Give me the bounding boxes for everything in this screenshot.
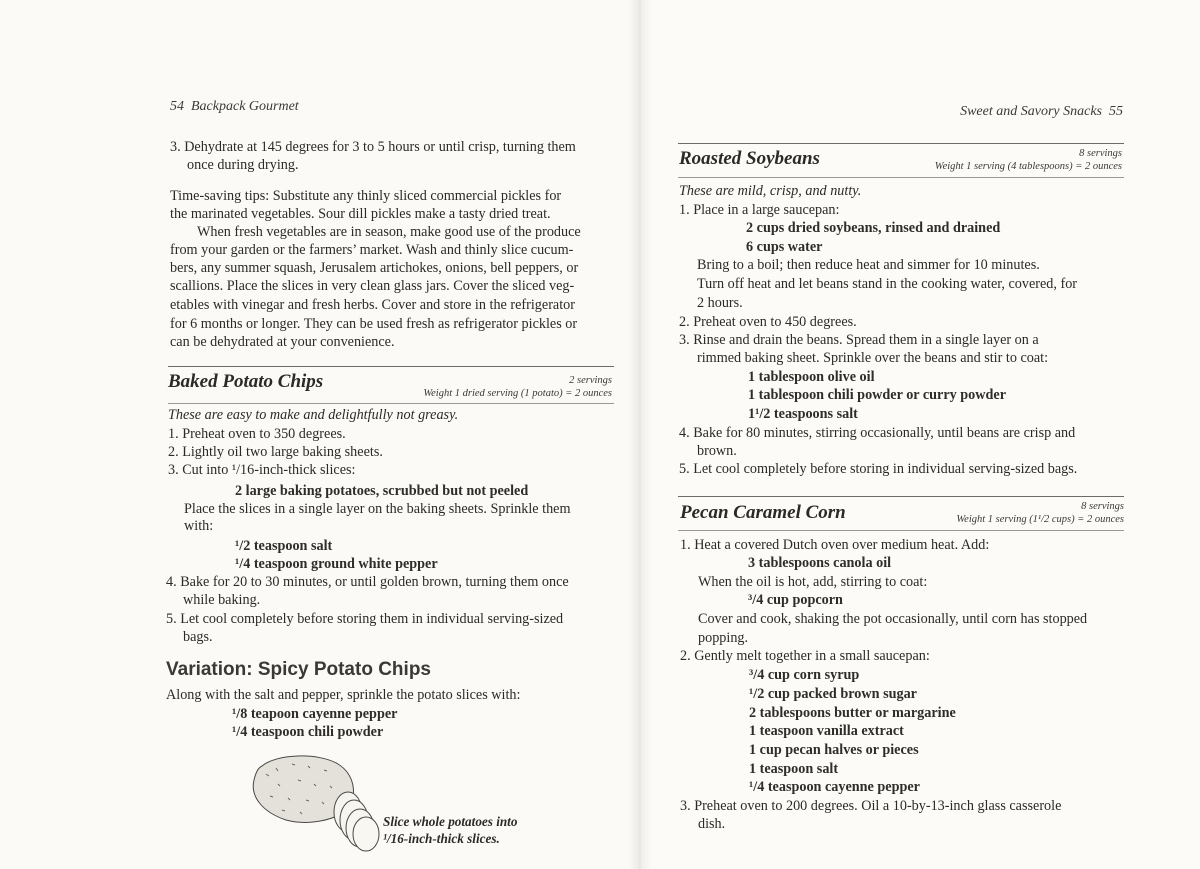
recipe-description: These are easy to make and delightfully not greasy. bbox=[168, 407, 459, 423]
recipe-step: 1. Place in a large saucepan: bbox=[679, 202, 840, 218]
recipe-step: 2 hours. bbox=[697, 295, 743, 311]
ingredient: 2 cups dried soybeans, rinsed and drained bbox=[746, 220, 1001, 236]
recipe-step: 2. Preheat oven to 450 degrees. bbox=[679, 314, 857, 330]
ingredient: 1 tablespoon chili powder or curry powder bbox=[748, 387, 1007, 403]
recipe-step: 4. Bake for 80 minutes, stirring occasionally, until beans are crisp and bbox=[679, 425, 1076, 441]
tips-line: for 6 months or longer. They can be used fresh as refrigerator pickles or bbox=[170, 316, 578, 332]
ingredient: 1 tablespoon olive oil bbox=[748, 369, 875, 385]
book-gutter bbox=[628, 0, 652, 869]
illustration-caption: Slice whole potatoes into bbox=[383, 814, 518, 829]
recipe-servings: 2 servings bbox=[569, 375, 612, 386]
tips-line: bers, any summer squash, Jerusalem artichokes, onions, bell peppers, or bbox=[170, 260, 579, 276]
recipe-description: These are mild, crisp, and nutty. bbox=[679, 183, 862, 199]
running-head: Sweet and Savory Snacks bbox=[960, 104, 1102, 119]
recipe-top-rule bbox=[678, 496, 1124, 497]
variation-intro: Along with the salt and pepper, sprinkle the potato slices with: bbox=[166, 687, 521, 703]
recipe-step: with: bbox=[184, 518, 214, 534]
recipe-step: bags. bbox=[183, 629, 213, 645]
tips-line: Time-saving tips: Substitute any thinly sliced commercial pickles for bbox=[170, 188, 562, 204]
recipe-top-rule bbox=[678, 143, 1124, 144]
recipe-step: while baking. bbox=[183, 592, 261, 608]
recipe-title: Roasted Soybeans bbox=[679, 148, 820, 169]
recipe-weight: Weight 1 serving (1¹/2 cups) = 2 ounces bbox=[956, 514, 1124, 525]
tips-line: When fresh vegetables are in season, make good use of the produce bbox=[197, 224, 581, 240]
recipe-step: 1. Heat a covered Dutch oven over medium heat. Add: bbox=[680, 537, 990, 553]
page-number: 54 bbox=[170, 99, 184, 114]
ingredient: 3 tablespoons canola oil bbox=[748, 555, 892, 571]
ingredient: ¹/2 cup packed brown sugar bbox=[749, 686, 917, 702]
tips-line: scallions. Place the slices in very clean glass jars. Cover the sliced veg- bbox=[170, 278, 575, 294]
recipe-step: When the oil is hot, add, stirring to coat: bbox=[698, 574, 928, 590]
recipe-title: Baked Potato Chips bbox=[168, 371, 324, 392]
ingredient: ¹/8 teapoon cayenne pepper bbox=[232, 706, 398, 722]
recipe-step: 3. Cut into ¹/16-inch-thick slices: bbox=[168, 462, 356, 478]
ingredient: ¹/2 teaspoon salt bbox=[235, 538, 333, 554]
right-page-header bbox=[960, 104, 1123, 120]
recipe-title: Pecan Caramel Corn bbox=[680, 502, 846, 523]
recipe-step: 4. Bake for 20 to 30 minutes, or until golden brown, turning them once bbox=[166, 574, 569, 590]
recipe-step: 3. Preheat oven to 200 degrees. Oil a 10-by-13-inch glass casserole bbox=[680, 798, 1062, 814]
recipe-weight: Weight 1 dried serving (1 potato) = 2 ounces bbox=[423, 388, 612, 399]
tips-line: from your garden or the farmers’ market. Wash and thinly slice cucum- bbox=[170, 242, 574, 258]
ingredient: ¹/4 teaspoon ground white pepper bbox=[235, 556, 438, 572]
tips-line: the marinated vegetables. Sour dill pickles make a tasty dried treat. bbox=[170, 206, 551, 222]
intro-step-line: once during drying. bbox=[187, 157, 299, 173]
recipe-step: popping. bbox=[698, 630, 749, 646]
left-page-header bbox=[170, 99, 299, 115]
recipe-weight: Weight 1 serving (4 tablespoons) = 2 ounces bbox=[934, 161, 1122, 172]
recipe-step: 1. Preheat oven to 350 degrees. bbox=[168, 426, 346, 442]
potato-illustration bbox=[248, 754, 386, 854]
running-head: Backpack Gourmet bbox=[191, 99, 299, 114]
recipe-servings: 8 servings bbox=[1081, 501, 1124, 512]
recipe-step: dish. bbox=[698, 816, 726, 832]
ingredient: 1 cup pecan halves or pieces bbox=[749, 742, 919, 758]
recipe-step: 2. Lightly oil two large baking sheets. bbox=[168, 444, 383, 460]
recipe-bottom-rule bbox=[168, 403, 614, 404]
recipe-step: Bring to a boil; then reduce heat and simmer for 10 minutes. bbox=[697, 257, 1040, 273]
illustration-caption: ¹/16-inch-thick slices. bbox=[383, 831, 500, 846]
ingredient: ³/4 cup corn syrup bbox=[749, 667, 860, 683]
ingredient: 2 tablespoons butter or margarine bbox=[749, 705, 956, 721]
ingredient: 2 large baking potatoes, scrubbed but not peeled bbox=[235, 483, 529, 499]
recipe-step: 5. Let cool completely before storing them in individual serving-sized bbox=[166, 611, 564, 627]
recipe-step: rimmed baking sheet. Sprinkle over the beans and stir to coat: bbox=[697, 350, 1049, 366]
ingredient: 1¹/2 teaspoons salt bbox=[748, 406, 858, 422]
recipe-step: Place the slices in a single layer on the baking sheets. Sprinkle them bbox=[184, 501, 571, 517]
recipe-step: 5. Let cool completely before storing in individual serving-sized bags. bbox=[679, 461, 1078, 477]
recipe-step: brown. bbox=[697, 443, 737, 459]
page-number: 55 bbox=[1109, 104, 1123, 119]
ingredient: ¹/4 teaspoon chili powder bbox=[232, 724, 384, 740]
ingredient: ³/4 cup popcorn bbox=[748, 592, 843, 608]
variation-title: Variation: Spicy Potato Chips bbox=[166, 659, 431, 680]
recipe-bottom-rule bbox=[678, 530, 1124, 531]
recipe-top-rule bbox=[168, 366, 614, 367]
tips-line: etables with vinegar and fresh herbs. Cover and store in the refrigerator bbox=[170, 297, 575, 313]
recipe-step: Cover and cook, shaking the pot occasionally, until corn has stopped bbox=[698, 611, 1088, 627]
recipe-bottom-rule bbox=[678, 177, 1124, 178]
ingredient: ¹/4 teaspoon cayenne pepper bbox=[749, 779, 920, 795]
ingredient: 1 teaspoon salt bbox=[749, 761, 839, 777]
ingredient: 6 cups water bbox=[746, 239, 823, 255]
tips-line: can be dehydrated at your convenience. bbox=[170, 334, 395, 350]
recipe-step: 3. Rinse and drain the beans. Spread them in a single layer on a bbox=[679, 332, 1039, 348]
intro-step-line: 3. Dehydrate at 145 degrees for 3 to 5 hours or until crisp, turning them bbox=[170, 139, 576, 155]
recipe-servings: 8 servings bbox=[1079, 148, 1122, 159]
recipe-step: 2. Gently melt together in a small saucepan: bbox=[680, 648, 930, 664]
recipe-step: Turn off heat and let beans stand in the cooking water, covered, for bbox=[697, 276, 1078, 292]
ingredient: 1 teaspoon vanilla extract bbox=[749, 723, 904, 739]
